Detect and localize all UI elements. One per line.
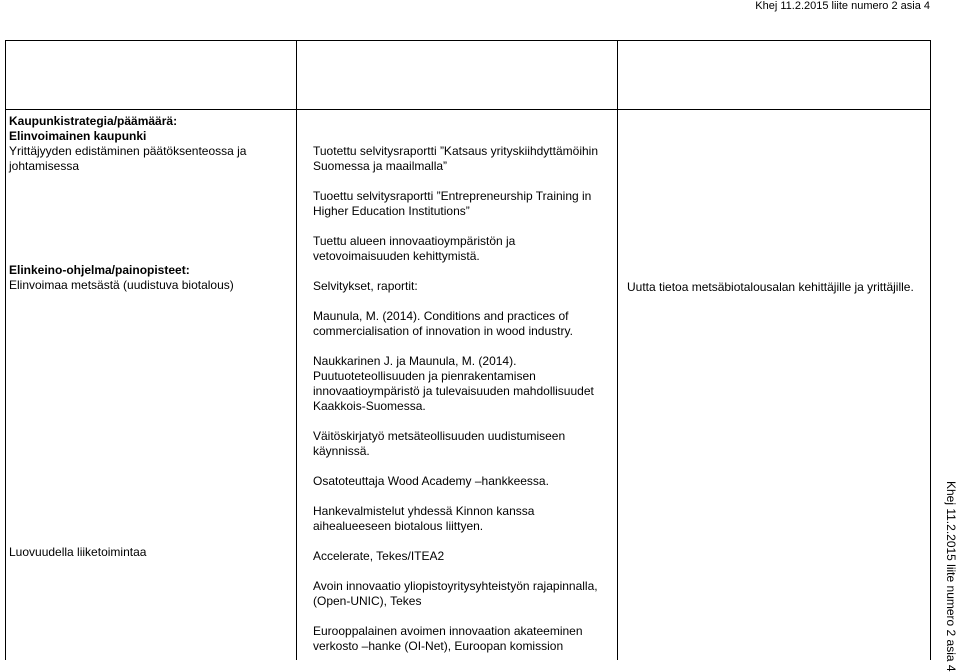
middle-item: Selvitykset, raportit:: [313, 279, 418, 293]
middle-item: Accelerate, Tekes/ITEA2: [313, 549, 445, 563]
middle-item: Hankevalmistelut yhdessä Kinnon kanssa aihealueeseen biotalous liittyen.: [313, 504, 535, 533]
right-text: Uutta tietoa metsäbiotalousalan kehittäjille ja yrittäjille.: [627, 280, 914, 294]
column-divider-2: [617, 40, 618, 660]
middle-item: Tuoettu selvitysraportti ”Entrepreneurship Training in Higher Education Institutions”: [313, 189, 592, 218]
middle-column: [313, 144, 613, 654]
header-stamp: Khej 11.2.2015 liite numero 2 asia 4: [755, 0, 930, 12]
middle-item: Väitöskirjatyö metsäteollisuuden uudistumiseen käynnissä.: [313, 429, 566, 458]
left-column-bottom: [9, 545, 294, 560]
middle-item: Eurooppalainen avoimen innovaation akateeminen verkosto –hanke (OI-Net), Euroopan komission: [313, 624, 583, 653]
middle-item: Avoin innovaatio yliopistoyritysyhteistyön rajapinnalla, (Open-UNIC), Tekes: [313, 579, 598, 608]
strategy-heading: Kaupunkistrategia/päämäärä:: [9, 114, 178, 128]
strategy-text: Yrittäjyyden edistäminen päätöksenteossa ja johtamisessa: [9, 144, 247, 173]
side-stamp: Khej 11.2.2015 liite numero 2 asia 4: [944, 481, 958, 672]
program-heading: Elinkeino-ohjelma/painopisteet:: [9, 263, 190, 277]
column-divider-1: [296, 40, 297, 660]
program-text: Elinvoimaa metsästä (uudistuva biotalous): [9, 278, 234, 292]
middle-item: Naukkarinen J. ja Maunula, M. (2014). Puutuoteteollisuuden ja pienrakentamisen innovaatioympäristö ja tulevaisuuden mahdollisuudet Kaakkois-Suomessa.: [313, 354, 594, 413]
strategy-title: Elinvoimainen kaupunki: [9, 129, 147, 143]
middle-item: Tuettu alueen innovaatioympäristön ja vetovoimaisuuden kehittymistä.: [313, 234, 516, 263]
bottom-text: Luovuudella liiketoimintaa: [9, 545, 147, 559]
middle-item: Tuotettu selvitysraportti ”Katsaus yrityskiihdyttämöihin Suomessa ja maailmalla”: [313, 144, 598, 173]
right-column: [627, 280, 922, 295]
middle-item: Maunula, M. (2014). Conditions and practices of commercialisation of innovation in wood industry.: [313, 309, 573, 338]
left-column-top: [9, 114, 289, 174]
middle-item: Osatoteuttaja Wood Academy –hankkeessa.: [313, 474, 549, 488]
table-top-row-divider: [5, 109, 931, 110]
left-column-program: [9, 263, 294, 293]
